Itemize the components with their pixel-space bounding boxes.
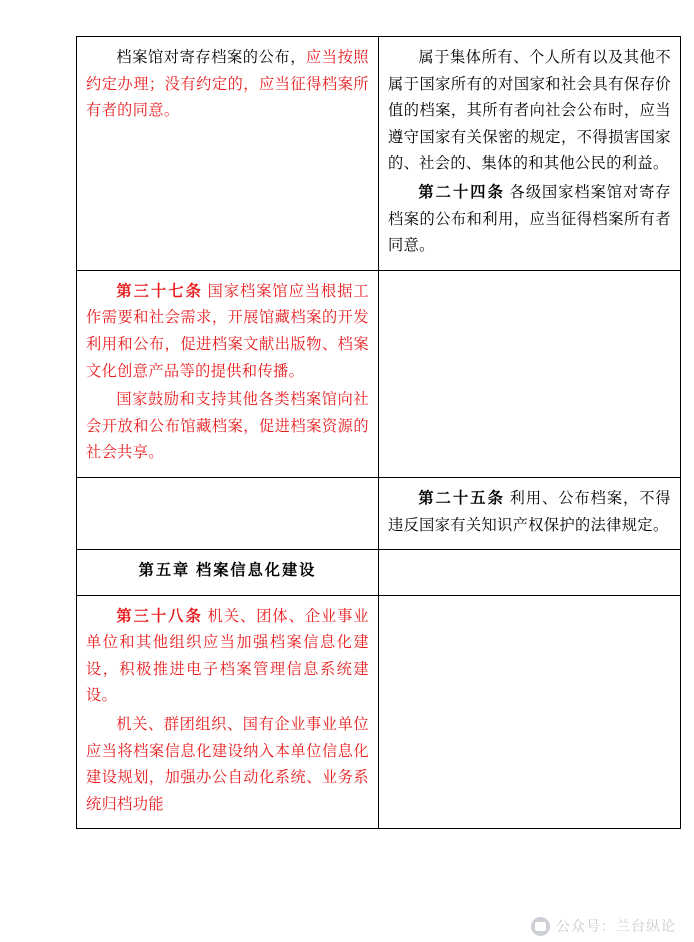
table-cell-left-empty	[77, 477, 379, 549]
table-row	[77, 270, 681, 477]
text-run: 机关、群团组织、国有企业事业单位应当将档案信息化建设纳入本单位信息化建设规划，加强办公自动化系统、业务系统归档功能	[86, 716, 369, 813]
paragraph	[388, 180, 671, 260]
paragraph	[86, 45, 369, 125]
text-run: 国家鼓励和支持其他各类档案馆向社会开放和公布馆藏档案，促进档案资源的社会共享。	[86, 391, 369, 462]
paragraph	[86, 279, 369, 385]
table-cell-right	[379, 477, 681, 549]
table-cell-left	[77, 270, 379, 477]
paragraph	[86, 604, 369, 710]
article-number: 第二十四条	[418, 183, 505, 201]
watermark	[531, 916, 676, 936]
article-number: 第三十八条	[116, 607, 203, 625]
text-run: 档案馆对寄存档案的公布，	[116, 49, 306, 66]
table-row	[77, 37, 681, 271]
table-cell-right-empty	[379, 595, 681, 829]
paragraph	[86, 387, 369, 467]
paragraph	[86, 712, 369, 818]
article-number: 第二十五条	[418, 489, 505, 507]
wechat-official-account-icon	[531, 917, 550, 936]
table-cell-right-empty	[379, 270, 681, 477]
text-run: 利用、公布档案，不得违反国家有关知识产权保护的法律规定。	[388, 489, 671, 534]
paragraph	[388, 45, 671, 178]
text-run: 机关、团体、企业事业单位和其他组织应当加强档案信息化建设，积极推进电子档案管理信息系统建设。	[86, 607, 369, 705]
table-cell-left	[77, 595, 379, 829]
table-cell-right-empty	[379, 550, 681, 596]
text-run: 各级国家档案馆对寄存档案的公布和利用，应当征得档案所有者同意。	[388, 183, 671, 255]
paragraph	[388, 486, 671, 539]
table-row	[77, 550, 681, 596]
table-row	[77, 477, 681, 549]
table-cell-right	[379, 37, 681, 271]
watermark-text: 公众号：兰台纵论	[556, 918, 676, 934]
text-run: 属于集体所有、个人所有以及其他不属于国家所有的对国家和社会具有保存价值的档案，其所有者向社会公布时，应当遵守国家有关保密的规定，不得损害国家的、社会的、集体的和其他公民的利益。	[388, 49, 671, 173]
article-number: 第三十七条	[116, 282, 203, 300]
table-cell-left	[77, 37, 379, 271]
text-run-highlight: 应当按照约定办理；没有约定的，应当征得档案所有者的同意。	[86, 49, 369, 120]
chapter-heading: 第五章 档案信息化建设	[138, 562, 317, 580]
text-run: 国家档案馆应当根据工作需要和社会需求，开展馆藏档案的开发利用和公布，促进档案文献出版物、档案文化创意产品等的提供和传播。	[86, 282, 369, 380]
table-row	[77, 595, 681, 829]
comparison-table	[76, 36, 681, 829]
table-cell-chapter-heading	[77, 550, 379, 596]
